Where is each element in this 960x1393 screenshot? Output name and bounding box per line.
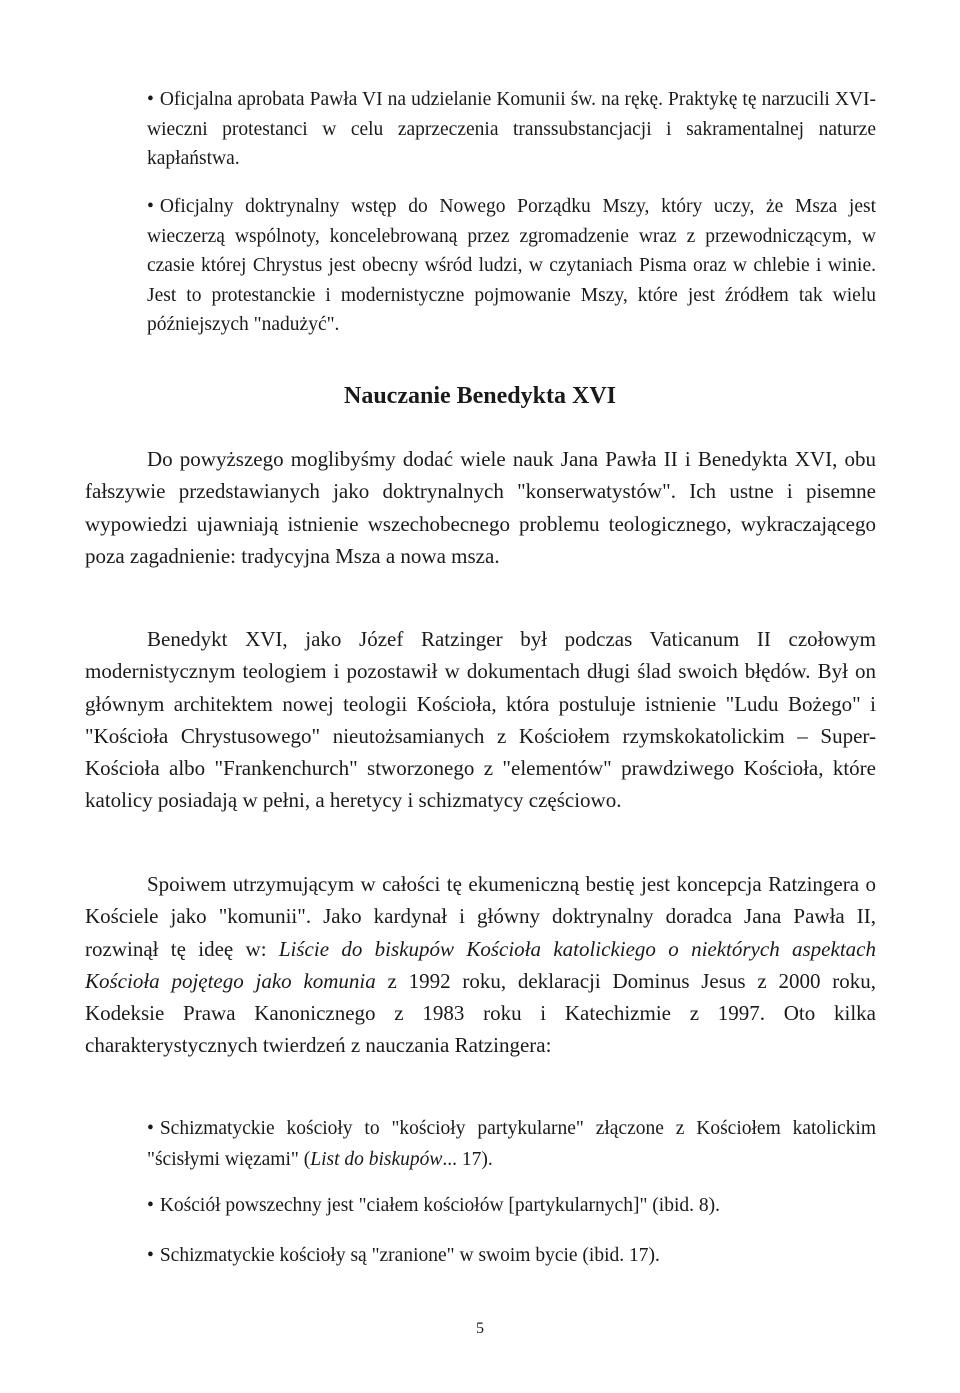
paragraph-intro: Do powyższego moglibyśmy dodać wiele nauk Jana Pawła II i Benedykta XVI, obu fałszywie przedstawianych jako doktrynalnych "konserwatystów". Ich ustne i pisemne wypowiedzi ujawniają istnienie wszechobecnego problemu teologicznego, wykraczającego poza zagadnienie: tradycyjna Msza a nowa msza.	[85, 447, 876, 568]
paragraph-ratzinger: Benedykt XVI, jako Józef Ratzinger był podczas Vaticanum II czołowym modernistycznym teologiem i pozostawił w dokumentach długi ślad swoich błędów. Był on głównym architektem nowej teologii Kościoła, która postuluje istnienie "Ludu Bożego" i "Kościoła Chrystusowego" nieutożsamianych z Kościołem rzymskokatolickim – Super-Kościoła albo "Frankenchurch" stworzonego z "elementów" prawdziwego Kościoła, które katolicy posiadają w pełni, a heretycy i schizmatycy częściowo.	[85, 627, 876, 813]
bullet-text: Oficjalna aprobata Pawła VI na udzielanie Komunii św. na rękę. Praktykę tę narzucili XVI-wieczni protestanci w celu zaprzeczenia transsubstancjacji i sakramentalnej naturze kapłaństwa.	[147, 89, 876, 169]
bullet-text: Schizmatyckie kościoły to "kościoły partykularne" złączone z Kościołem katolickim "ścisłymi więzami" (	[147, 1118, 876, 1170]
bullet-marker: •	[147, 1195, 154, 1216]
bullet-marker: •	[147, 1245, 154, 1266]
bullet-item-universal-church	[147, 1190, 876, 1221]
section-heading: Nauczanie Benedykta XVI	[343, 383, 616, 409]
bullet-item-communion	[147, 85, 876, 174]
bullet-item-novus-ordo	[147, 192, 876, 340]
paragraph-text: z 1992 roku, deklaracji Dominus Jesus z 2000 roku, Kodeksie Prawa Kanonicznego z 1983 roku i Katechizmie z 1997. Oto kilka charakterystycznych twierdzeń z nauczania Ratzingera:	[85, 968, 876, 1058]
page-number: 5	[476, 1320, 484, 1337]
bullet-text: ... 17).	[442, 1149, 493, 1170]
bullet-text: Oficjalny doktrynalny wstęp do Nowego Porządku Mszy, który uczy, że Msza jest wieczerzą wspólnoty, koncelebrowaną przez zgromadzenie wraz z przewodniczącym, w czasie której Chrystus jest obecny wśród ludzi, w czytaniach Pisma oraz w chlebie i winie. Jest to protestanckie i modernistyczne pojmowanie Mszy, które jest źródłem tak wielu późniejszych "nadużyć".	[147, 196, 876, 335]
bullet-text: Kościół powszechny jest "ciałem kościołów [partykularnych]" (ibid. 8).	[159, 1195, 720, 1216]
bullet-text: Schizmatyckie kościoły są "zranione" w swoim bycie (ibid. 17).	[159, 1245, 660, 1266]
bullet-marker: •	[147, 1118, 154, 1139]
bullet-item-schismatic-churches	[147, 1113, 876, 1175]
citation-title: List do biskupów	[310, 1149, 443, 1170]
bullet-marker: •	[147, 196, 154, 217]
paragraph-communion	[85, 868, 876, 1062]
bullet-item-wounded-churches	[147, 1240, 876, 1271]
bullet-marker: •	[147, 89, 154, 110]
document-title: Liście do biskupów Kościoła katolickiego o niektórych aspektach Kościoła pojętego jako komunia	[85, 936, 876, 993]
paragraph-text: Spoiwem utrzymującym w całości tę ekumeniczną bestię jest koncepcja Ratzingera o Kościele jako "komunii". Jako kardynał i główny doktrynalny doradca Jana Pawła II, rozwinął tę ideę w:	[85, 872, 876, 961]
